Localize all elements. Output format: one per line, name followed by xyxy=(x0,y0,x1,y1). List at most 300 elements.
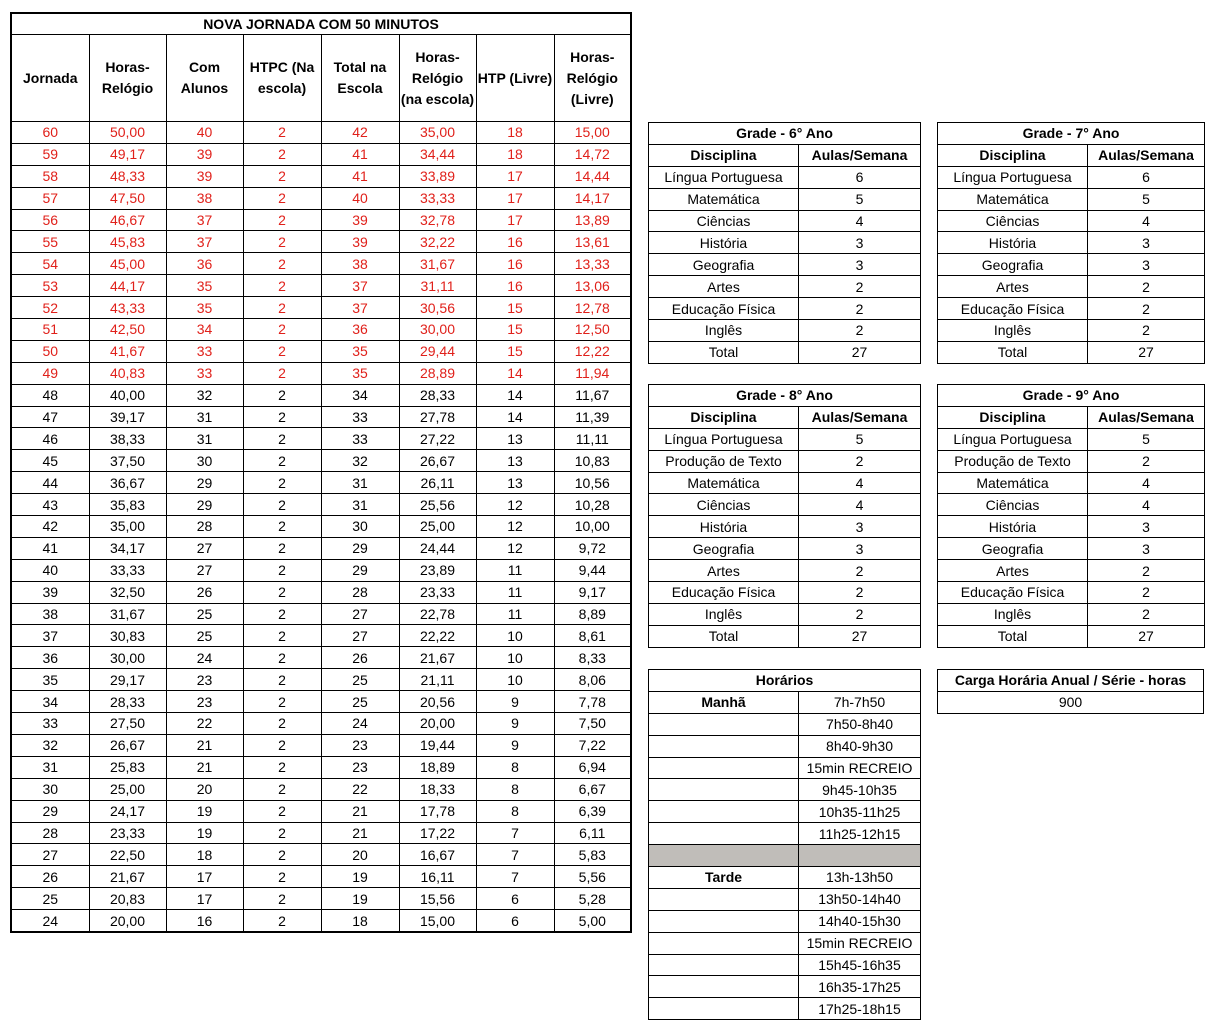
table-cell: 42 xyxy=(11,516,89,538)
table-cell: 2 xyxy=(243,713,321,735)
grade-classes: 2 xyxy=(799,276,921,298)
grade-subject: História xyxy=(938,232,1088,254)
table-cell: 20,00 xyxy=(399,713,476,735)
table-cell: 28 xyxy=(166,516,243,538)
table-cell: 2 xyxy=(243,888,321,910)
table-cell: 33 xyxy=(321,406,399,428)
table-cell: 19 xyxy=(321,888,399,910)
table-cell: 22 xyxy=(166,713,243,735)
horario-row xyxy=(649,801,921,823)
grade-row xyxy=(649,516,921,538)
grade-row xyxy=(649,582,921,604)
table-cell: 2 xyxy=(243,800,321,822)
table-cell: 60 xyxy=(11,122,89,144)
table-row xyxy=(11,756,631,778)
period-label-empty xyxy=(649,998,799,1020)
grade-header-row xyxy=(649,406,921,428)
horarios-separator-row xyxy=(649,845,921,867)
table-cell: 2 xyxy=(243,209,321,231)
table-cell: 11 xyxy=(476,559,554,581)
table-cell: 24,17 xyxy=(89,800,166,822)
table-cell: 14 xyxy=(476,384,554,406)
grade-classes: 2 xyxy=(799,603,921,625)
table-cell: 27 xyxy=(11,844,89,866)
horario-row xyxy=(649,691,921,713)
table-cell: 17,78 xyxy=(399,800,476,822)
table-cell: 6,94 xyxy=(554,756,631,778)
table-cell: 51 xyxy=(11,319,89,341)
table-cell: 13 xyxy=(476,428,554,450)
column-header: Total na Escola xyxy=(321,35,399,122)
grade-classes: 27 xyxy=(1088,625,1205,647)
table-cell: 17 xyxy=(166,866,243,888)
grade-row xyxy=(649,254,921,276)
grade-subject: Ciências xyxy=(938,210,1088,232)
table-cell: 29,44 xyxy=(399,340,476,362)
grade-classes: 2 xyxy=(799,582,921,604)
table-cell: 31,11 xyxy=(399,275,476,297)
table-cell: 47 xyxy=(11,406,89,428)
table-row xyxy=(11,559,631,581)
table-cell: 8,89 xyxy=(554,603,631,625)
table-cell: 14,72 xyxy=(554,143,631,165)
table-cell: 7,78 xyxy=(554,691,631,713)
grade-subject: Artes xyxy=(649,560,799,582)
table-cell: 6 xyxy=(476,910,554,932)
grade-classes: 2 xyxy=(1088,320,1205,342)
table-row xyxy=(11,734,631,756)
table-cell: 8 xyxy=(476,800,554,822)
table-cell: 28 xyxy=(11,822,89,844)
table-cell: 37 xyxy=(166,209,243,231)
table-cell: 6,67 xyxy=(554,778,631,800)
table-row xyxy=(11,384,631,406)
table-cell: 27,78 xyxy=(399,406,476,428)
table-cell: 31 xyxy=(166,428,243,450)
table-cell: 49,17 xyxy=(89,143,166,165)
grade-8-table xyxy=(648,384,921,648)
table-row xyxy=(11,362,631,384)
table-cell: 2 xyxy=(243,384,321,406)
carga-horaria-value: 900 xyxy=(938,691,1204,713)
grade-classes: 6 xyxy=(799,166,921,188)
table-row xyxy=(11,494,631,516)
grade-subject: Geografia xyxy=(649,538,799,560)
table-cell: 31,67 xyxy=(89,603,166,625)
table-cell: 48,33 xyxy=(89,165,166,187)
table-row xyxy=(11,275,631,297)
table-cell: 25 xyxy=(166,625,243,647)
time-slot: 15h45-16h35 xyxy=(799,954,921,976)
grade-subject: Matemática xyxy=(938,188,1088,210)
grade-subject: Total xyxy=(938,625,1088,647)
table-cell: 14,17 xyxy=(554,187,631,209)
horario-row xyxy=(649,954,921,976)
grade-row xyxy=(649,560,921,582)
grade-row xyxy=(649,320,921,342)
grade-row xyxy=(649,210,921,232)
table-cell: 10,00 xyxy=(554,516,631,538)
table-row xyxy=(11,253,631,275)
grade-classes: 2 xyxy=(1088,450,1205,472)
table-cell: 26,11 xyxy=(399,472,476,494)
grade-subject: Educação Física xyxy=(649,298,799,320)
table-row xyxy=(11,647,631,669)
grade-classes: 3 xyxy=(799,516,921,538)
grade-row xyxy=(938,210,1205,232)
table-cell: 22,50 xyxy=(89,844,166,866)
table-cell: 28,89 xyxy=(399,362,476,384)
table-cell: 34,17 xyxy=(89,537,166,559)
table-cell: 10 xyxy=(476,625,554,647)
table-cell: 41 xyxy=(321,143,399,165)
table-cell: 30,83 xyxy=(89,625,166,647)
horario-row xyxy=(649,735,921,757)
grade-row xyxy=(649,450,921,472)
grade-row xyxy=(649,166,921,188)
table-cell: 20 xyxy=(166,778,243,800)
table-row xyxy=(11,822,631,844)
table-cell: 9,72 xyxy=(554,537,631,559)
table-cell: 44,17 xyxy=(89,275,166,297)
table-cell: 35 xyxy=(166,297,243,319)
table-cell: 15,00 xyxy=(554,122,631,144)
table-cell: 2 xyxy=(243,537,321,559)
grade-column-header: Aulas/Semana xyxy=(1088,144,1205,166)
table-cell: 23 xyxy=(166,669,243,691)
table-cell: 8,06 xyxy=(554,669,631,691)
grade-subject: Total xyxy=(649,625,799,647)
grade-subject: Educação Física xyxy=(649,582,799,604)
grade-title: Grade - 7° Ano xyxy=(938,123,1205,145)
grade-row xyxy=(938,276,1205,298)
horario-row xyxy=(649,998,921,1020)
table-cell: 34 xyxy=(166,319,243,341)
table-cell: 26,67 xyxy=(89,734,166,756)
period-label-empty xyxy=(649,757,799,779)
time-slot: 13h-13h50 xyxy=(799,867,921,889)
grade-classes: 3 xyxy=(1088,254,1205,276)
table-cell: 45,00 xyxy=(89,253,166,275)
table-cell: 10 xyxy=(476,669,554,691)
table-row xyxy=(11,406,631,428)
table-cell: 38,33 xyxy=(89,428,166,450)
table-cell: 13,89 xyxy=(554,209,631,231)
grade-classes: 4 xyxy=(799,494,921,516)
table-row xyxy=(11,778,631,800)
time-slot: 10h35-11h25 xyxy=(799,801,921,823)
table-cell: 34 xyxy=(11,691,89,713)
table-row xyxy=(11,122,631,144)
table-cell: 11,11 xyxy=(554,428,631,450)
grade-row xyxy=(649,603,921,625)
grade-row xyxy=(649,188,921,210)
period-label-empty xyxy=(649,801,799,823)
table-cell: 7,22 xyxy=(554,734,631,756)
table-cell: 25,00 xyxy=(89,778,166,800)
column-header: Horas-Relógio (Livre) xyxy=(554,35,631,122)
table-cell: 20 xyxy=(321,844,399,866)
table-cell: 46,67 xyxy=(89,209,166,231)
table-cell: 44 xyxy=(11,472,89,494)
table-cell: 30 xyxy=(11,778,89,800)
grade-row xyxy=(649,276,921,298)
table-cell: 14 xyxy=(476,362,554,384)
table-cell: 31 xyxy=(166,406,243,428)
grade-row xyxy=(938,341,1205,363)
grade-subject: Língua Portuguesa xyxy=(649,166,799,188)
grade-classes: 6 xyxy=(1088,166,1205,188)
table-cell: 25,00 xyxy=(399,516,476,538)
horario-row xyxy=(649,757,921,779)
table-cell: 41 xyxy=(11,537,89,559)
table-cell: 23,33 xyxy=(89,822,166,844)
table-cell: 20,00 xyxy=(89,910,166,932)
table-cell: 16 xyxy=(166,910,243,932)
table-cell: 37 xyxy=(11,625,89,647)
table-cell: 41 xyxy=(321,165,399,187)
table-cell: 15,56 xyxy=(399,888,476,910)
grade-classes: 3 xyxy=(1088,538,1205,560)
table-cell: 19 xyxy=(166,800,243,822)
table-cell: 59 xyxy=(11,143,89,165)
table-cell: 32,50 xyxy=(89,581,166,603)
grade-7-table xyxy=(937,122,1205,364)
table-cell: 12 xyxy=(476,537,554,559)
time-slot: 7h-7h50 xyxy=(799,691,921,713)
table-cell: 24 xyxy=(321,713,399,735)
table-cell: 36,67 xyxy=(89,472,166,494)
table-cell: 2 xyxy=(243,143,321,165)
table-cell: 17,22 xyxy=(399,822,476,844)
table-cell: 41,67 xyxy=(89,340,166,362)
grade-row xyxy=(938,232,1205,254)
grade-6-table xyxy=(648,122,921,364)
table-cell: 16,67 xyxy=(399,844,476,866)
table-cell: 28,33 xyxy=(89,691,166,713)
table-cell: 21,67 xyxy=(399,647,476,669)
table-row xyxy=(11,713,631,735)
grade-classes: 2 xyxy=(799,560,921,582)
table-cell: 7 xyxy=(476,822,554,844)
table-cell: 2 xyxy=(243,778,321,800)
grade-title-row xyxy=(938,123,1205,145)
grade-classes: 3 xyxy=(1088,232,1205,254)
table-cell: 35,00 xyxy=(399,122,476,144)
table-row xyxy=(11,603,631,625)
grade-subject: Língua Portuguesa xyxy=(649,428,799,450)
table-cell: 24 xyxy=(166,647,243,669)
table-cell: 29,17 xyxy=(89,669,166,691)
table-cell: 40 xyxy=(11,559,89,581)
table-cell: 20,83 xyxy=(89,888,166,910)
grade-subject: Produção de Texto xyxy=(938,450,1088,472)
table-cell: 18 xyxy=(476,143,554,165)
table-cell: 2 xyxy=(243,844,321,866)
time-slot: 7h50-8h40 xyxy=(799,713,921,735)
table-cell: 39,17 xyxy=(89,406,166,428)
grade-row xyxy=(938,560,1205,582)
table-row xyxy=(11,800,631,822)
table-cell: 9 xyxy=(476,691,554,713)
table-cell: 16,11 xyxy=(399,866,476,888)
table-cell: 18,89 xyxy=(399,756,476,778)
table-cell: 33,89 xyxy=(399,165,476,187)
table-cell: 7 xyxy=(476,866,554,888)
grade-row xyxy=(938,582,1205,604)
table-cell: 2 xyxy=(243,165,321,187)
grade-header-row xyxy=(938,144,1205,166)
table-cell: 27,50 xyxy=(89,713,166,735)
grade-subject: Inglês xyxy=(649,603,799,625)
grade-classes: 5 xyxy=(1088,188,1205,210)
table-cell: 32,78 xyxy=(399,209,476,231)
grade-subject: Ciências xyxy=(938,494,1088,516)
table-cell: 2 xyxy=(243,756,321,778)
horarios-title-row xyxy=(649,670,921,692)
table-cell: 55 xyxy=(11,231,89,253)
table-cell: 14,44 xyxy=(554,165,631,187)
table-cell: 56 xyxy=(11,209,89,231)
table-cell: 15 xyxy=(476,319,554,341)
table-cell: 17 xyxy=(166,888,243,910)
table-cell: 17 xyxy=(476,209,554,231)
table-cell: 2 xyxy=(243,472,321,494)
grade-title: Grade - 9° Ano xyxy=(938,385,1205,407)
grade-subject: Artes xyxy=(938,560,1088,582)
table-cell: 29 xyxy=(166,472,243,494)
table-cell: 2 xyxy=(243,910,321,932)
grade-subject: Inglês xyxy=(649,320,799,342)
table-cell: 36 xyxy=(11,647,89,669)
table-cell: 10,83 xyxy=(554,450,631,472)
table-cell: 12,78 xyxy=(554,297,631,319)
table-cell: 39 xyxy=(166,165,243,187)
grade-row xyxy=(938,188,1205,210)
table-cell: 37,50 xyxy=(89,450,166,472)
column-header: Horas-Relógio (na escola) xyxy=(399,35,476,122)
table-cell: 22,78 xyxy=(399,603,476,625)
grade-classes: 2 xyxy=(1088,298,1205,320)
grade-subject: Geografia xyxy=(938,538,1088,560)
table-cell: 8 xyxy=(476,778,554,800)
table-cell: 31 xyxy=(11,756,89,778)
table-row xyxy=(11,910,631,932)
period-label-empty xyxy=(649,779,799,801)
table-cell: 11,94 xyxy=(554,362,631,384)
table-cell: 30 xyxy=(166,450,243,472)
table-row xyxy=(11,340,631,362)
table-cell: 40 xyxy=(321,187,399,209)
table-cell: 46 xyxy=(11,428,89,450)
grade-column-header: Disciplina xyxy=(649,406,799,428)
table-cell: 2 xyxy=(243,494,321,516)
grade-classes: 4 xyxy=(799,472,921,494)
table-cell: 25 xyxy=(166,603,243,625)
table-cell: 26 xyxy=(166,581,243,603)
table-row xyxy=(11,209,631,231)
grade-subject: Total xyxy=(938,341,1088,363)
grade-classes: 2 xyxy=(1088,560,1205,582)
grade-subject: Matemática xyxy=(649,188,799,210)
table-cell: 21 xyxy=(321,800,399,822)
grade-title-row xyxy=(649,385,921,407)
table-cell: 2 xyxy=(243,187,321,209)
table-cell: 6 xyxy=(476,888,554,910)
grade-classes: 4 xyxy=(1088,210,1205,232)
table-cell: 39 xyxy=(11,581,89,603)
table-cell: 38 xyxy=(166,187,243,209)
table-cell: 8,61 xyxy=(554,625,631,647)
table-row xyxy=(11,472,631,494)
table-cell: 39 xyxy=(321,209,399,231)
table-cell: 7,50 xyxy=(554,713,631,735)
table-cell: 21,67 xyxy=(89,866,166,888)
grade-title-row xyxy=(649,123,921,145)
table-cell: 40 xyxy=(166,122,243,144)
grade-classes: 5 xyxy=(1088,428,1205,450)
grade-subject: Educação Física xyxy=(938,298,1088,320)
table-cell: 43,33 xyxy=(89,297,166,319)
table-cell: 35 xyxy=(166,275,243,297)
table-cell: 17 xyxy=(476,165,554,187)
table-cell: 2 xyxy=(243,231,321,253)
table-cell: 20,56 xyxy=(399,691,476,713)
table-cell: 23 xyxy=(321,756,399,778)
table-cell: 2 xyxy=(243,450,321,472)
grade-row xyxy=(938,320,1205,342)
table-cell: 25 xyxy=(11,888,89,910)
time-slot: 17h25-18h15 xyxy=(799,998,921,1020)
period-label-empty xyxy=(649,976,799,998)
table-cell: 50 xyxy=(11,340,89,362)
horario-row xyxy=(649,779,921,801)
table-cell: 2 xyxy=(243,603,321,625)
grade-column-header: Disciplina xyxy=(938,144,1088,166)
table-cell: 29 xyxy=(166,494,243,516)
table-cell: 45,83 xyxy=(89,231,166,253)
table-row xyxy=(11,516,631,538)
grade-row xyxy=(938,428,1205,450)
grade-column-header: Aulas/Semana xyxy=(799,144,921,166)
table-cell: 9 xyxy=(476,734,554,756)
table-cell: 33 xyxy=(166,340,243,362)
jornada-table-body xyxy=(11,122,631,932)
period-label-empty xyxy=(649,713,799,735)
table-cell: 58 xyxy=(11,165,89,187)
table-cell: 21 xyxy=(166,734,243,756)
table-cell: 18,33 xyxy=(399,778,476,800)
grade-row xyxy=(938,166,1205,188)
table-cell: 2 xyxy=(243,406,321,428)
table-cell: 17 xyxy=(476,187,554,209)
table-cell: 45 xyxy=(11,450,89,472)
table-cell: 2 xyxy=(243,669,321,691)
table-cell: 6,39 xyxy=(554,800,631,822)
column-header: HTP (Livre) xyxy=(476,35,554,122)
period-label-empty xyxy=(649,823,799,845)
table-cell: 29 xyxy=(11,800,89,822)
horario-row xyxy=(649,932,921,954)
table-cell: 35,83 xyxy=(89,494,166,516)
table-cell: 16 xyxy=(476,253,554,275)
table-row xyxy=(11,428,631,450)
grade-column-header: Aulas/Semana xyxy=(1088,406,1205,428)
time-slot: 9h45-10h35 xyxy=(799,779,921,801)
grade-subject: Produção de Texto xyxy=(649,450,799,472)
grade-subject: Educação Física xyxy=(938,582,1088,604)
table-cell: 36 xyxy=(166,253,243,275)
